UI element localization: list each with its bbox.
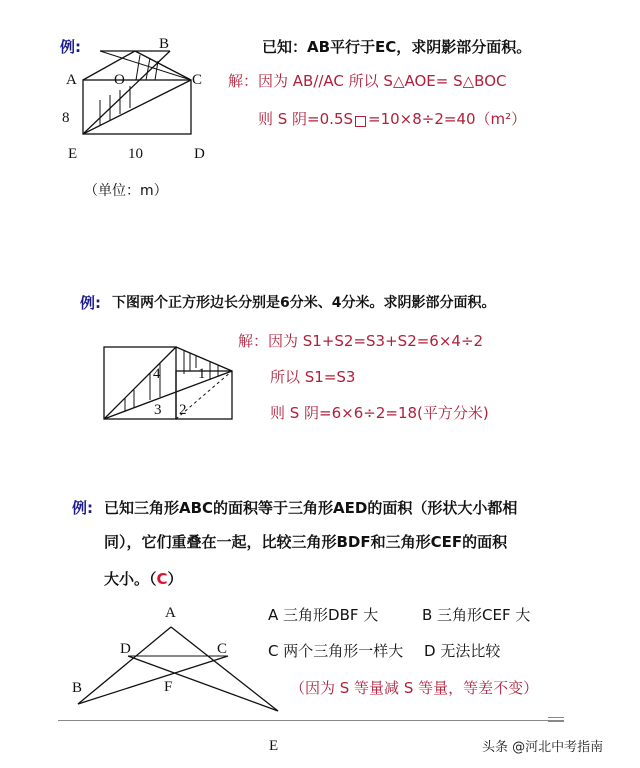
solution-2-head: 则 S 阴=0.5S xyxy=(258,110,354,128)
option-b: B 三角形CEF 大 xyxy=(422,606,531,624)
bottom-divider xyxy=(58,720,564,721)
question-3-post: ） xyxy=(167,570,183,588)
example-2-solution-line-1: 解：因为 S1+S2=S3+S2=6×4÷2 xyxy=(238,332,484,350)
example-3-explanation: （因为 S 等量减 S 等量，等差不变） xyxy=(290,679,539,697)
width-label: 10 xyxy=(128,146,143,162)
question-3-pre: 大小。（ xyxy=(104,570,157,588)
example-2-label: 例: xyxy=(80,294,101,312)
answer-text: C xyxy=(156,570,168,588)
example-2-solution-line-2: 所以 S1=S3 xyxy=(270,368,356,386)
region-4-label: 4 xyxy=(153,366,161,382)
option-c: C 两个三角形一样大 xyxy=(268,642,404,660)
region-3-label: 3 xyxy=(154,402,162,418)
example-3-question-line-2: 同），它们重叠在一起，比较三角形BDF和三角形CEF的面积 xyxy=(104,533,508,551)
option-a: A 三角形DBF 大 xyxy=(268,606,379,624)
point-a-label: A xyxy=(66,72,77,88)
point-f3-label: F xyxy=(164,679,173,695)
point-a3-label: A xyxy=(165,605,176,621)
point-b-label: B xyxy=(159,36,170,52)
example-2-solution-line-3: 则 S 阴=6×6÷2=18(平方分米) xyxy=(270,404,489,422)
page-marker-icon xyxy=(548,715,564,725)
option-d: D 无法比较 xyxy=(424,642,501,660)
point-c-label: C xyxy=(192,72,203,88)
point-e3-label: E xyxy=(269,738,279,754)
example-1-label: 例: xyxy=(60,38,81,56)
example-1-question: 已知：AB平行于EC，求阴影部分面积。 xyxy=(262,38,532,56)
point-o-label: O xyxy=(114,72,125,88)
point-c3-label: C xyxy=(217,641,228,657)
point-d-label: D xyxy=(194,146,205,162)
point-b3-label: B xyxy=(72,680,83,696)
example-1-solution-line-1: 解：因为 AB//AC 所以 S△AOE= S△BOC xyxy=(228,72,507,90)
region-1-label: 1 xyxy=(198,366,206,382)
height-label: 8 xyxy=(62,110,70,126)
example-3-question-line-1: 已知三角形ABC的面积等于三角形AED的面积（形状大小都相 xyxy=(104,499,518,517)
watermark: 头条 @河北中考指南 xyxy=(482,740,604,755)
solution-2-tail: =10×8÷2=40（m²） xyxy=(368,110,527,128)
unit-note: （单位：m） xyxy=(84,183,168,199)
example-3-label: 例: xyxy=(72,499,93,517)
example-2-question: 下图两个正方形边长分别是6分米、4分米。求阴影部分面积。 xyxy=(112,295,496,311)
point-d3-label: D xyxy=(120,641,131,657)
region-2-label: 2 xyxy=(179,402,187,418)
point-e-label: E xyxy=(68,146,78,162)
